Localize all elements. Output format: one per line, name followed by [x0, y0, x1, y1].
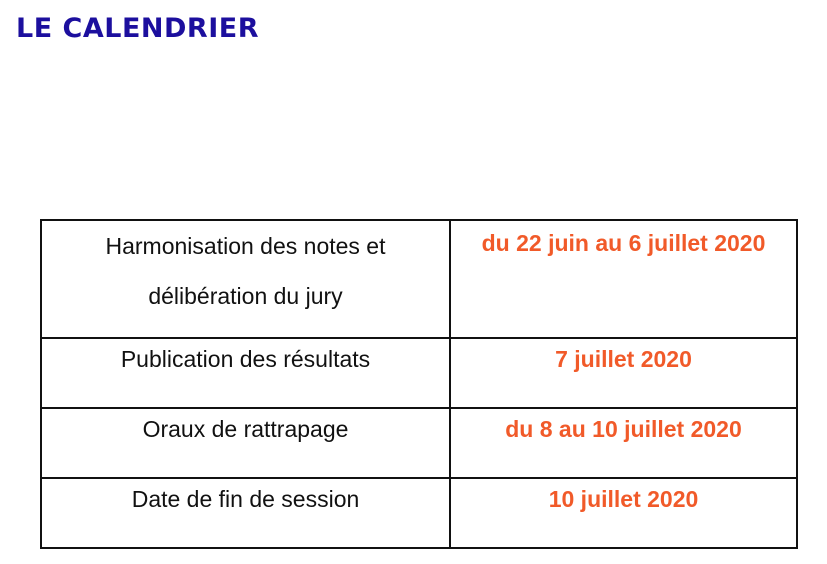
- event-date: du 22 juin au 6 juillet 2020: [450, 220, 797, 338]
- table-row: [41, 478, 797, 548]
- event-label-line: Publication des résultats: [120, 346, 371, 372]
- table-row: [41, 408, 797, 478]
- event-label-line: Harmonisation des notes et: [105, 233, 386, 259]
- event-label-line: Date de fin de session: [131, 486, 360, 512]
- event-date: du 8 au 10 juillet 2020: [450, 408, 797, 478]
- event-label-line: délibération du jury: [148, 283, 343, 309]
- event-date: 10 juillet 2020: [450, 478, 797, 548]
- table-row: [41, 220, 797, 338]
- page-title: LE CALENDRIER: [16, 13, 259, 44]
- calendar-table: [40, 219, 798, 549]
- event-label-line: Oraux de rattrapage: [142, 416, 349, 442]
- event-label: [41, 478, 450, 548]
- event-date: 7 juillet 2020: [450, 338, 797, 408]
- event-label: [41, 408, 450, 478]
- event-label: [41, 338, 450, 408]
- table-row: [41, 338, 797, 408]
- event-label: [41, 220, 450, 338]
